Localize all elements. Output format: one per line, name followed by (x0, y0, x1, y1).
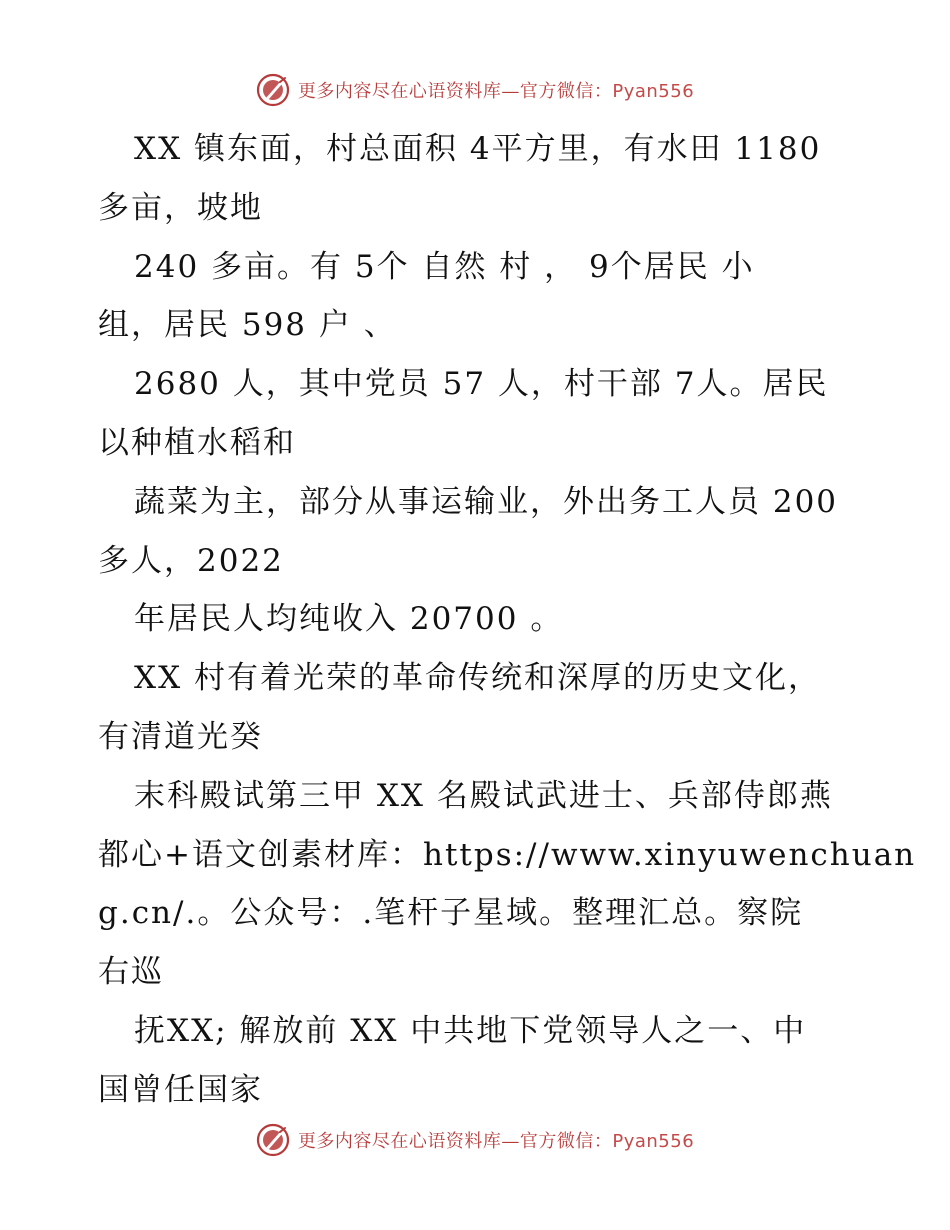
text-line: 都心+语文创素材库：https://www.xinyuwenchuan (98, 836, 917, 873)
footer-banner[interactable] (0, 1120, 950, 1160)
footer-wechat-id: Pyan556 (612, 1131, 695, 1152)
text-line: 以种植水稻和 (98, 424, 296, 461)
text-line: 240 多亩。有 5个 自然 村 ， 9个居民 小 (134, 248, 755, 285)
text-line: 2680 人，其中党员 57 人，村干部 7人。居民 (134, 366, 829, 403)
document-body (98, 120, 917, 1120)
text-line: 多人，2022 (98, 542, 284, 579)
header-wechat-id: Pyan556 (612, 81, 695, 102)
text-line: 右巡 (98, 954, 164, 991)
header-site-text: 更多内容尽在心语资料库—官方微信： (297, 81, 613, 102)
text-line: g.cn/.。公众号：.笔杆子星域。整理汇总。察院 (98, 895, 804, 932)
text-line: 国曾任国家 (98, 1071, 263, 1108)
header-banner-text (298, 77, 694, 103)
footer-site-text: 更多内容尽在心语资料库—官方微信： (297, 1131, 613, 1152)
text-line: 有清道光癸 (98, 718, 263, 755)
text-line: 抚XX; 解放前 XX 中共地下党领导人之一、中 (134, 1012, 807, 1049)
text-line: 年居民人均纯收入 20700 。 (134, 601, 564, 638)
text-line: 末科殿试第三甲 XX 名殿试武进士、兵部侍郎燕 (134, 777, 833, 814)
text-line: XX 镇东面，村总面积 4平方里，有水田 1180 (134, 131, 822, 167)
text-line: 多亩，坡地 (98, 189, 263, 226)
text-line: 蔬菜为主，部分从事运输业，外出务工人员 200 (134, 483, 839, 520)
quill-pen-circle-icon (256, 73, 290, 107)
text-line: XX 村有着光荣的革命传统和深厚的历史文化， (134, 660, 821, 697)
quill-pen-circle-icon (256, 1123, 290, 1157)
text-line: 组，居民 598 户 、 (98, 307, 397, 344)
header-banner[interactable] (0, 70, 950, 110)
footer-banner-text (298, 1127, 694, 1153)
